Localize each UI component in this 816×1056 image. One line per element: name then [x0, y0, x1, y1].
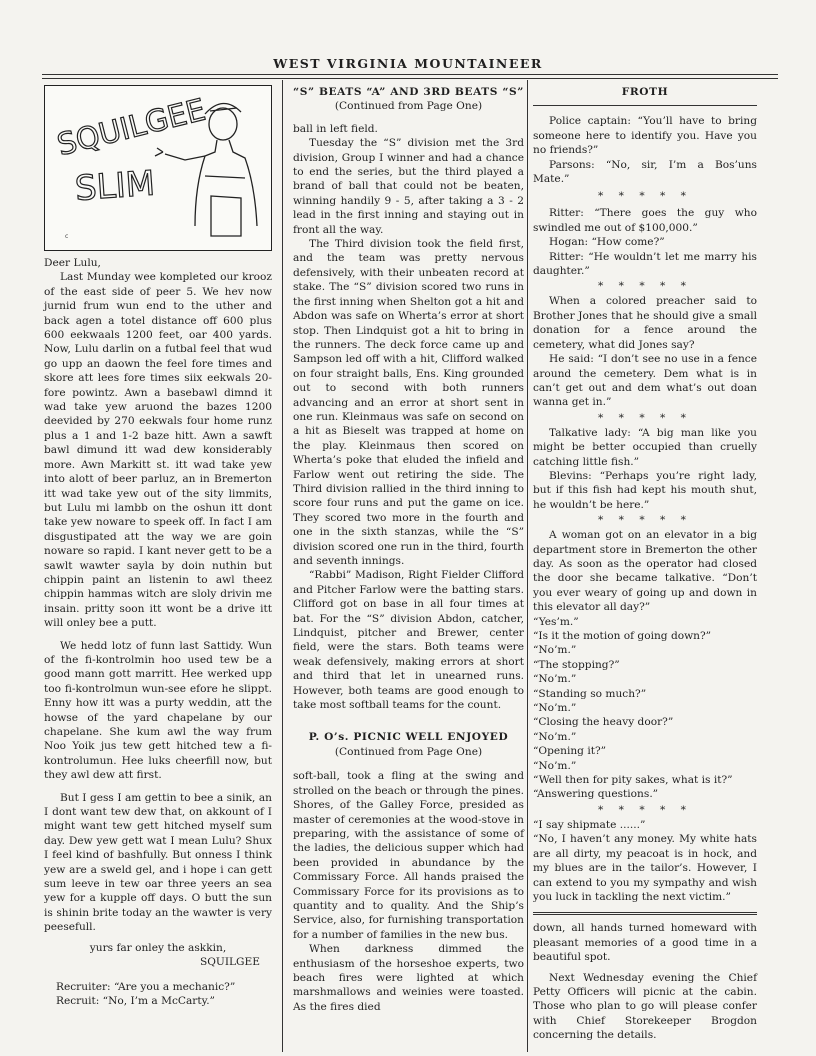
separator-stars: * * * * * — [598, 280, 692, 293]
top-rule-2 — [42, 78, 778, 79]
froth-rule — [533, 105, 757, 106]
froth-joke-2-line-1: Ritter: “There goes the guy who swindled me out of $100,000.” — [533, 207, 757, 234]
salutation: Deer Lulu, — [44, 257, 101, 269]
article-headline-softball: “S” BEATS “A” AND 3RD BEATS “S” — [293, 86, 524, 98]
squilgee-cartoon — [44, 85, 272, 251]
picnic-continued-paragraph-1: down, all hands turned homeward with pleasant memories of a good time in a beautiful spot. — [533, 922, 757, 964]
elevator-line: “Closing the heavy door?” — [533, 716, 674, 729]
froth-joke-3-line-2: He said: “I don’t see no use in a fence around the cemetery. Dem what is in can’t get out and dem what’s out doan wanna get in.” — [533, 353, 757, 409]
column-sports — [293, 85, 524, 1014]
elevator-line: “No’m.” — [533, 759, 577, 772]
separator-stars: * * * * * — [598, 411, 692, 424]
elevator-line: “Standing so much?” — [533, 687, 647, 700]
elevator-line: “Opening it?” — [533, 745, 607, 758]
article-subhead-softball: (Continued from Page One) — [334, 100, 483, 113]
froth-joke-4-line-1: Talkative lady: “A big man like you might be better occupied than cruelly catching little fish.” — [533, 426, 757, 468]
elevator-intro: A woman got on an elevator in a big department store in Bremerton the other day. As soon as the operator had closed the door she became talkative. “Don’t you ever weary of going up and down in this elevator all day?” — [533, 529, 757, 614]
elevator-line: “No’m.” — [533, 730, 577, 743]
elevator-line: “Is it the motion of going down?” — [533, 630, 712, 642]
section-rule — [533, 912, 757, 913]
picnic-continued-paragraph-2: Next Wednesday evening the Chief Petty Officers will picnic at the cabin. Those who plan to go will please confer with Chief Storekeeper Brogdon concerning the details. — [533, 971, 757, 1042]
froth-joke-3-line-1: When a colored preacher said to Brother Jones that he should give a small donation for a fence around the cemetery, what did Jones say? — [533, 295, 757, 351]
column-froth — [533, 85, 757, 1043]
softball-paragraph-2: Tuesday the “S” division met the 3rd division, Group I winner and had a chance to end the series, but the third played a brand of ball that could not be beaten, winning handily 9 - 5, after taking a 3 - 2 lead in the first inning and staying out in front all the way. — [293, 137, 524, 236]
picnic-paragraph-2: When darkness dimmed the enthusiasm of the horseshoe experts, two beach fires were lighted at which marshmallows and weinies were toasted. As the fires died — [293, 943, 524, 1013]
shipmate-line-2: “No, I haven’t any money. My white hats are all dirty, my peacoat is in hock, and my blues are in the tailor’s. However, I can extend to you my sympathy and wish you luck in tackling the next victim.” — [533, 833, 757, 903]
softball-paragraph-3: The Third division took the field first, and the team was pretty nervous defensively, with their unbeaten record at stake. The “S” division scored two runs in the first inning when Shelton got a hit and Abdon was safe on Wherta’s error at short stop. Then Lindquist got a hit to bring in the runners. The deck force came up and Sampson led off with a hit, Clifford walked on four straight balls, Ens. King grounded out to second with both runners advancing and an error at short sent in one run. Kleinmaus was safe on second on a hit as Bieselt was trapped at home on the play. Kleinmaus then scored on Wherta’s poke that eluded the infield and Farlow went out retiring the side. The Third division rallied in the third inning to score four runs and put the game on ice. They scored two more in the fourth and one in the sixth stanzas, while the “S” division scored one run in the third, fourth and seventh innings. — [293, 238, 524, 567]
softball-paragraph-1: ball in left field. — [293, 122, 378, 135]
letter-paragraph-1: Last Munday wee kompleted our krooz of the east side of peer 5. We hev now jurnid frum wun end to the uther and back agen a totel distance off 600 plus 600 eekwaals 1200 feet, oar 400 yards. Now, Lulu darlin on a futbal feel that wud go upp an daown the feel fore times and skore att lees fore times siix eekwals 20-fore powintz. Awn a basebawl dimnd it wad take yew aruond the bazes 1200 deevided by 270 eekwals four home runz plus a 1 and 1-2 baze hitt. Awn a sawft bawl dimund itt wad dew konsiderably more. Awn Markitt st. itt wad take yew into alott of beer parluz, an in Bremerton itt wad take yew out of the sity limmits, but Lulu mi lambb on the oshun itt dont take yew noware to speek off. In fact I am disgustipated att the way we are goin noware so rapid. I kant never gett to be a sawlt wawter sayla by doin nuthin but chippin paint an listenin to awl theez chippin hammas witch are sloly drivin me insain. pritty soon itt wont be a drive itt will onley bee a putt. — [44, 271, 272, 630]
section-rule-2 — [533, 914, 757, 915]
column-divider-1 — [282, 80, 283, 1052]
column-divider-2 — [527, 80, 528, 1052]
elevator-line: “Well then for pity sakes, what is it?” — [533, 774, 733, 787]
elevator-line: “No’m.” — [533, 702, 577, 715]
masthead: WEST VIRGINIA MOUNTAINEER — [273, 56, 543, 71]
top-rule — [42, 74, 778, 75]
recruiter-joke-line-1: Recruiter: “Are you a mechanic?” — [56, 980, 236, 993]
column-squilgee — [44, 85, 272, 1008]
separator-stars: * * * * * — [598, 803, 692, 816]
froth-joke-1-line-2: Parsons: “No, sir, I’m a Bos’uns Mate.” — [533, 158, 757, 186]
picnic-paragraph-1: soft-ball, took a fling at the swing and strolled on the beach or through the pines. Shores, of the Galley Force, presided as master of ceremonies at the wood-stove in preparing, with the assistance of some of the ladies, the delicious supper which had been provided in abundance by the Commissary Force. All hands praised the Commissary Force for its provisions as to quantity and to quality. And the Ship’s Service, also, for furnishing transportation for a number of families in the new bus. — [293, 770, 525, 941]
froth-joke-4-line-2: Blevins: “Perhaps you’re right lady, but if this fish had kept his mouth shut, he wouldn’t be here.” — [533, 469, 757, 511]
elevator-line: “Yes’m.” — [533, 615, 579, 628]
letter-paragraph-3: But I gess I am gettin to bee a sinik, an I dont want tew dew that, on akkount of I might want tew gett hitched myself sum day. Dew yew gett wat I mean Lulu? Shux I feel kind of bashfully. But onness I think yew are a sweld gel, and i hope i can gett sum leeve in tew oar three yeers an sea yew for a kupple off days. O butt the sun is shinin brite today an the wawter is very peesefull. — [44, 791, 272, 934]
cartoon-title-word-1: SQUILGEE — [53, 92, 210, 164]
letter-signature: SQUILGEE — [199, 956, 260, 969]
cartoon-title-word-2: SLIM — [73, 163, 157, 210]
shipmate-line-1: “I say shipmate ......” — [533, 818, 646, 831]
elevator-line: “No’m.” — [533, 673, 577, 686]
svg-text:c: c — [65, 233, 69, 240]
froth-joke-2-line-2: Hogan: “How come?” — [549, 236, 665, 249]
froth-headline: FROTH — [621, 86, 669, 98]
froth-joke-1-line-1: Police captain: “You’ll have to bring someone here to identify you. Have you no friends?” — [533, 115, 757, 157]
elevator-line: “No’m.” — [533, 644, 577, 657]
softball-paragraph-4: “Rabbi” Madison, Right Fielder Clifford and Pitcher Farlow were the batting stars. Clifford got on base in all four times at bat. For the “S” division Abdon, catcher, Lindquist, pitcher and Brewer, center field, were the stars. Both teams were weak defensively, making errors at short and third that let in unearned runs. However, both teams are good enough to take most softball teams for the count. — [293, 569, 524, 712]
article-headline-picnic: P. O’s. PICNIC WELL ENJOYED — [308, 731, 509, 744]
elevator-line: “Answering questions.” — [533, 788, 659, 801]
separator-stars: * * * * * — [598, 514, 692, 527]
recruiter-joke-line-2: Recruit: “No, I’m a McCarty.” — [56, 994, 215, 1007]
letter-closing: yurs far onley the askkin, — [89, 941, 227, 954]
elevator-line: “The stopping?” — [533, 658, 620, 671]
letter-paragraph-2: We hedd lotz of funn last Sattidy. Wun of the fi-kontrolmin hoo used tew be a good mann gott marritt. Hee werked upp too fi-kontrolmun wun-see efore he slippt. Enny how itt was a purty weddin, att the howse of the yard chapelane by our chapelane. She kum awl the way frum Noo Yoik jus tew gett hitched tew a fi-kontrolumun. Hee luks cheerfill now, but they awl dew att first. — [44, 639, 272, 782]
article-subhead-picnic: (Continued from Page One) — [334, 745, 483, 758]
froth-joke-2-line-3: Ritter: “He wouldn’t let me marry his daughter.” — [533, 250, 757, 278]
separator-stars: * * * * * — [598, 190, 692, 203]
